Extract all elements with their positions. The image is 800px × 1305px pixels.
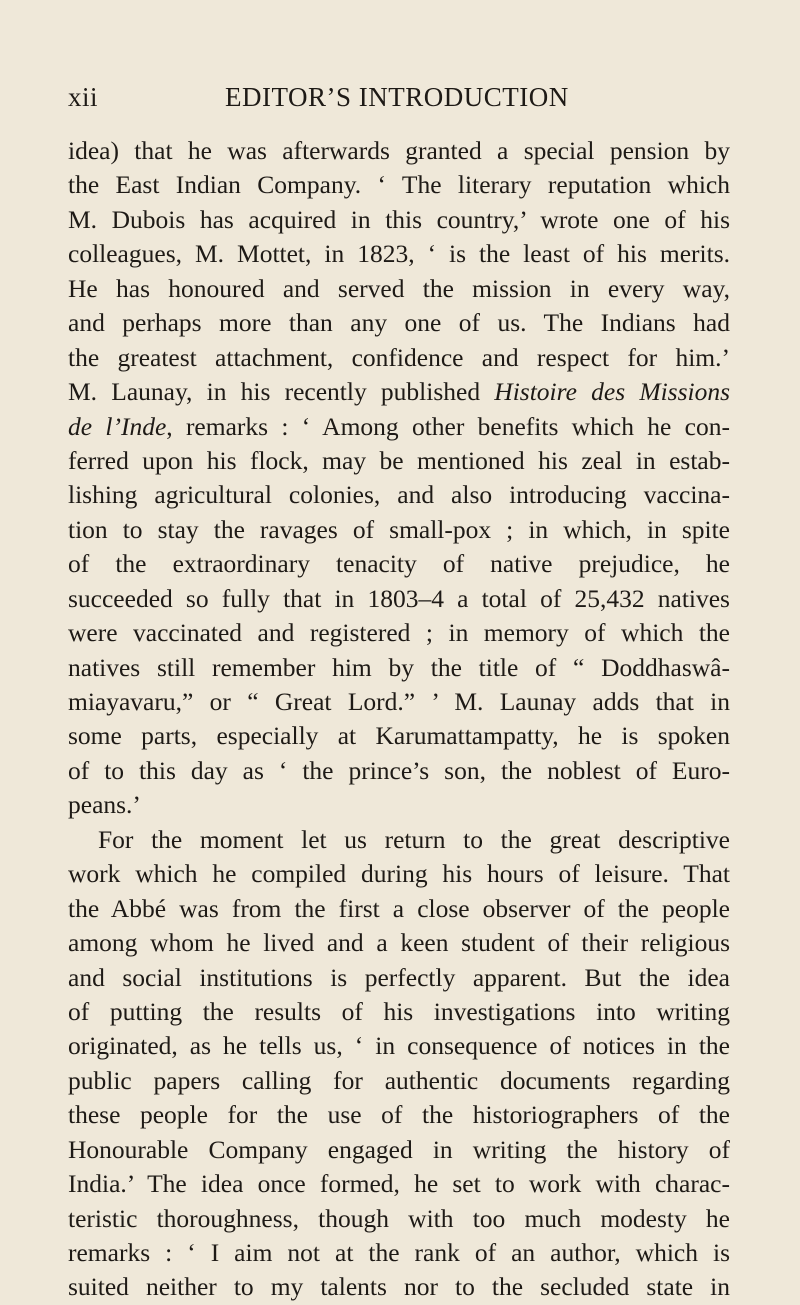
text-line: succeeded so fully that in 1803–4 a total of 25,432 natives <box>68 583 730 613</box>
text-line: miayavaru,” or “ Great Lord.” ’ M. Launay adds that in <box>68 687 730 716</box>
text-line: of the extraordinary tenacity of native prejudice, he <box>68 549 730 579</box>
text-line: among whom he lived and a keen student of their religious <box>68 928 730 958</box>
running-title: EDITOR’S INTRODUCTION <box>225 82 569 112</box>
text-line: the Abbé was from the first a close observer of the people <box>68 893 730 923</box>
text-line: For the moment let us return to the great descriptive <box>98 824 730 854</box>
text-line: remarks : ‘ I aim not at the rank of an author, which is <box>68 1238 730 1267</box>
text-line: some parts, especially at Karumattampatty, he is spoken <box>68 721 730 751</box>
text-line: these people for the use of the historiographers of the <box>68 1100 730 1130</box>
running-header <box>68 82 730 122</box>
text-line: lishing agricultural colonies, and also introducing vaccina- <box>68 480 730 510</box>
text-line: of putting the results of his investigations into writing <box>68 996 730 1026</box>
body-text <box>68 134 730 1305</box>
text-line: M. Launay, in his recently published Histoire des Missions <box>68 377 731 407</box>
text-line: tion to stay the ravages of small-pox ; in which, in spite <box>68 514 730 544</box>
text-line: idea) that he was afterwards granted a special pension by <box>68 136 730 165</box>
text-line: and social institutions is perfectly apparent. But the idea <box>68 962 730 992</box>
text-line: teristic thoroughness, though with too much modesty he <box>68 1203 730 1233</box>
text-line: work which he compiled during his hours of leisure. That <box>68 859 730 889</box>
text-line: M. Dubois has acquired in this country,’ wrote one of his <box>68 204 730 234</box>
page-number: xii <box>68 82 99 112</box>
text-line: de l’Inde, remarks : ‘ Among other benefits which he con- <box>68 411 730 441</box>
text-line: Honourable Company engaged in writing the history of <box>68 1134 730 1164</box>
text-line: the greatest attachment, confidence and respect for him.’ <box>68 342 730 372</box>
text-line: natives still remember him by the title of “ Doddhaswâ- <box>68 652 730 682</box>
text-line: peans.’ <box>68 790 141 820</box>
text-line: and perhaps more than any one of us. The Indians had <box>68 308 730 338</box>
text-line: were vaccinated and registered ; in memory of which the <box>68 618 730 648</box>
text-line: of to this day as ‘ the prince’s son, the noblest of Euro- <box>68 755 730 785</box>
text-line: originated, as he tells us, ‘ in consequence of notices in the <box>68 1031 730 1061</box>
text-line: He has honoured and served the mission in every way, <box>68 273 730 303</box>
text-line: ferred upon his flock, may be mentioned his zeal in estab- <box>68 445 730 475</box>
text-line: India.’ The idea once formed, he set to work with charac- <box>68 1169 730 1199</box>
text-line: suited neither to my talents nor to the secluded state in <box>68 1272 730 1302</box>
text-line: the East Indian Company. ‘ The literary reputation which <box>68 170 730 200</box>
text-line: colleagues, M. Mottet, in 1823, ‘ is the least of his merits. <box>68 239 730 269</box>
text-line: public papers calling for authentic documents regarding <box>68 1065 730 1095</box>
